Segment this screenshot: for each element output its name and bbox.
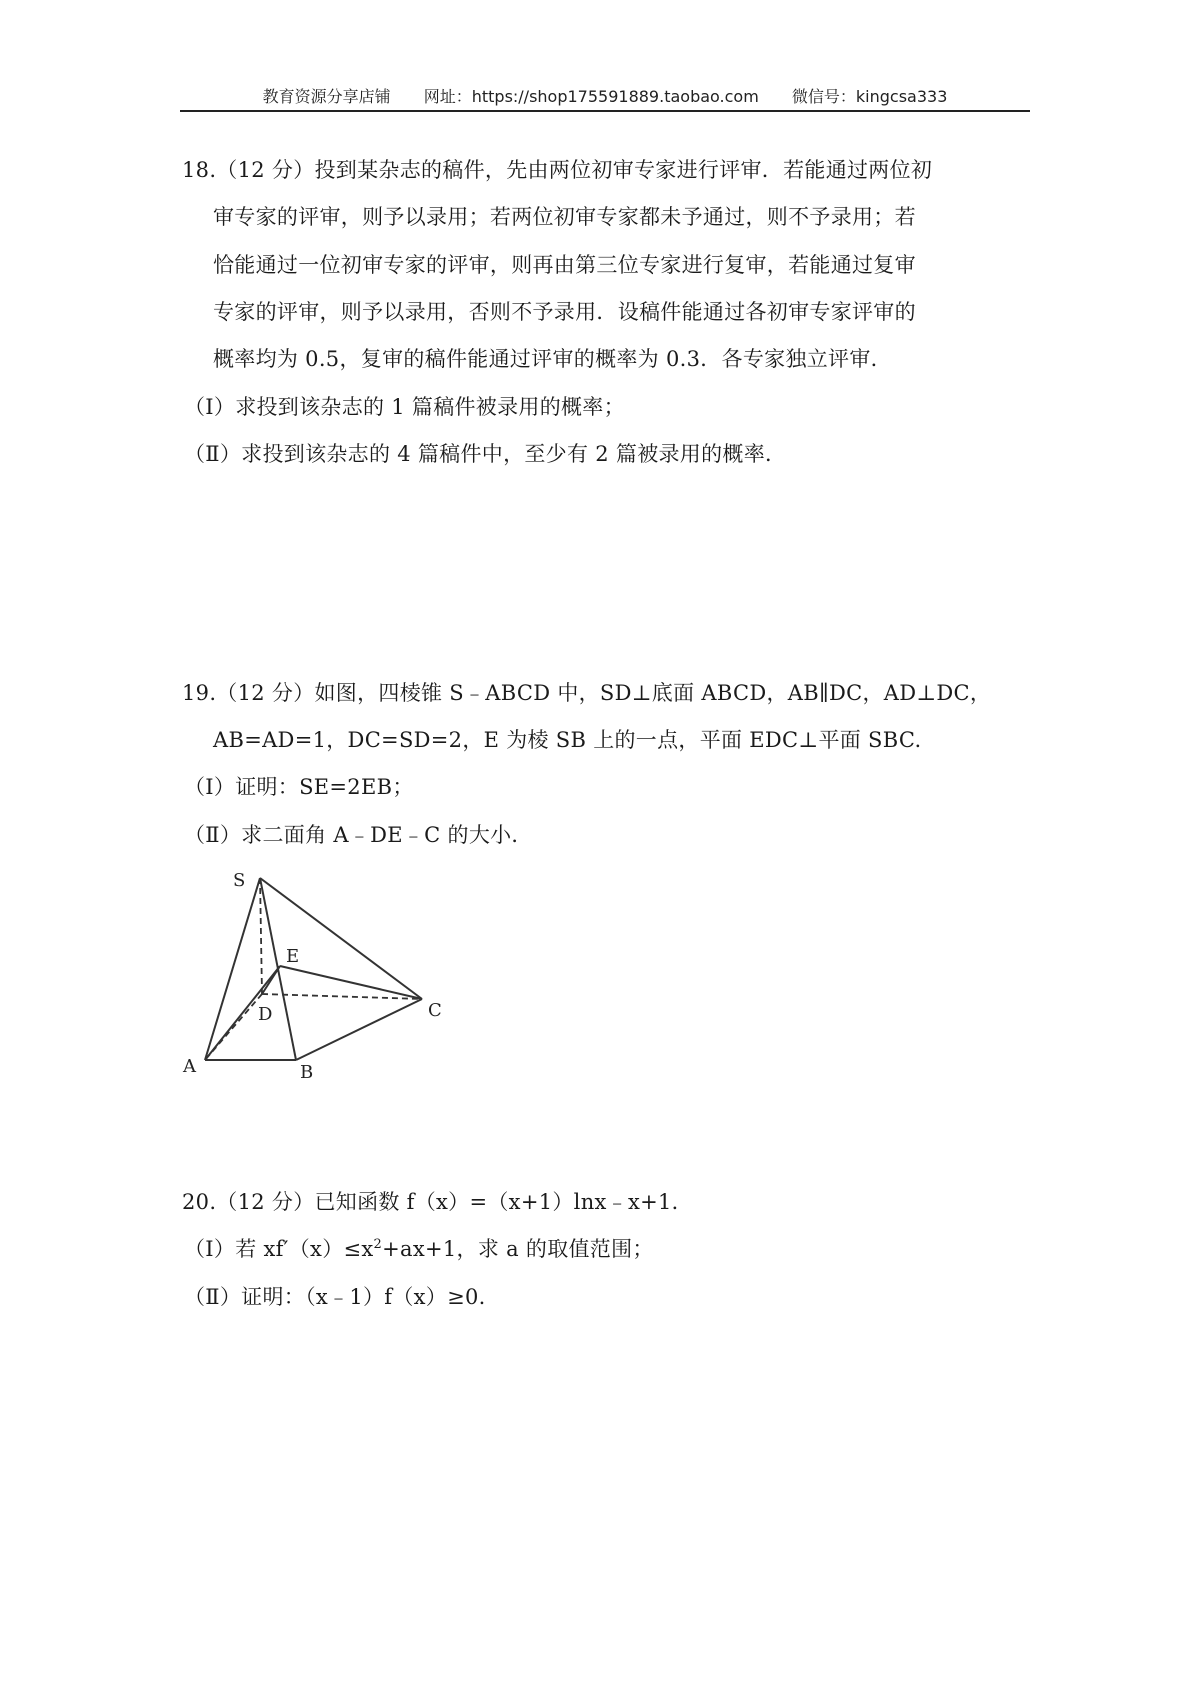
- q20-part-1-sup: 2: [373, 1237, 383, 1252]
- edge-SA: [205, 878, 260, 1060]
- q18-line-5: 概率均为 0.5，复审的稿件能通过评审的概率为 0.3．各专家独立评审．: [213, 347, 892, 371]
- edge-DA: [205, 994, 262, 1060]
- q18-part-1: （Ⅰ）求投到该杂志的 1 篇稿件被录用的概率；: [184, 395, 625, 419]
- q19-line-2: AB=AD=1，DC=SD=2，E 为棱 SB 上的一点，平面 EDC⊥平面 SBC.: [213, 728, 922, 752]
- header-shop: 教育资源分享店铺: [262, 87, 391, 106]
- q20-part-1: [184, 1234, 654, 1264]
- header-rule: [180, 110, 1030, 112]
- edge-DC: [262, 994, 422, 999]
- label-B: B: [300, 1062, 314, 1082]
- page-header: [180, 84, 1030, 107]
- q20-part-1-pre: （Ⅰ）若 xf′（x）≤x: [184, 1237, 374, 1261]
- q18-line-3: 恰能通过一位初审专家的评审，则再由第三位专家进行复审，若能通过复审: [213, 253, 916, 277]
- label-E: E: [286, 946, 300, 967]
- label-S: S: [233, 870, 246, 891]
- header-wechat: 微信号：kingcsa333: [791, 87, 948, 106]
- q18-line-4: 专家的评审，则予以录用，否则不予录用．设稿件能通过各初审专家评审的: [213, 300, 916, 324]
- pyramid-diagram: [178, 866, 448, 1082]
- header-url[interactable]: 网址：https://shop175591889.taobao.com: [423, 87, 759, 106]
- q18-line-2: 审专家的评审，则予以录用；若两位初审专家都未予通过，则不予录用；若: [213, 205, 916, 229]
- q20-part-1-post: +ax+1，求 a 的取值范围；: [382, 1237, 654, 1261]
- edge-ED: [262, 966, 280, 994]
- q20-part-2: （Ⅱ）证明：（x﹣1）f（x）≥0.: [184, 1285, 486, 1309]
- q19-part-1: （Ⅰ）证明：SE=2EB；: [184, 775, 414, 799]
- label-A: A: [183, 1056, 196, 1077]
- edge-BC: [296, 999, 422, 1060]
- q19-part-2: （Ⅱ）求二面角 A﹣DE﹣C 的大小．: [184, 823, 533, 847]
- q18-part-2: （Ⅱ）求投到该杂志的 4 篇稿件中，至少有 2 篇被录用的概率．: [184, 442, 787, 466]
- pyramid-figure: [178, 866, 448, 1082]
- label-D: D: [258, 1004, 273, 1025]
- edge-SD: [260, 878, 262, 994]
- q20-line-1: 20.（12 分）已知函数 f（x）=（x+1）lnx﹣x+1．: [182, 1190, 693, 1214]
- q18-line-1: 18.（12 分）投到某杂志的稿件，先由两位初审专家进行评审．若能通过两位初: [182, 158, 933, 182]
- label-C: C: [428, 1000, 442, 1021]
- q19-line-1: 19.（12 分）如图，四棱锥 S﹣ABCD 中，SD⊥底面 ABCD，AB∥DC，AD⊥DC，: [182, 681, 992, 705]
